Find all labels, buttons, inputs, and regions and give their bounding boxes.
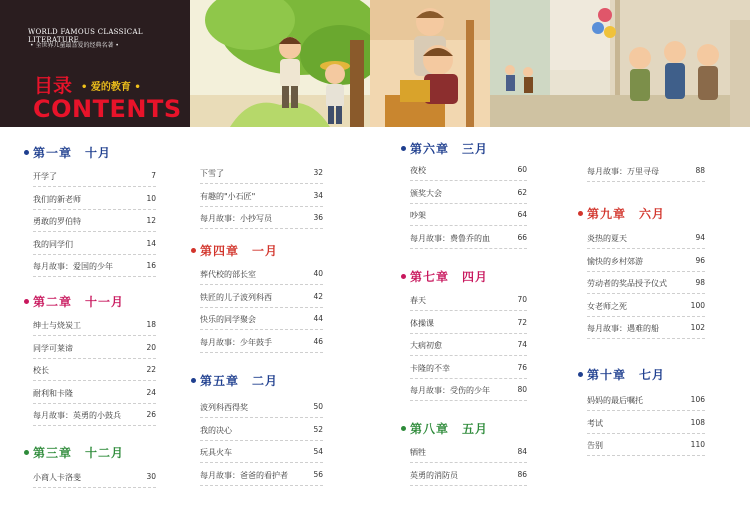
- entry-title: 颁奖大会: [410, 188, 442, 198]
- entry-divider: [410, 203, 527, 204]
- chapter-bullet-icon: [24, 299, 29, 304]
- entry-divider: [200, 462, 323, 463]
- toc-entry[interactable]: [200, 470, 323, 484]
- toc-entry[interactable]: [587, 301, 705, 315]
- entry-page-number: 42: [313, 291, 323, 301]
- toc-entry[interactable]: [200, 425, 323, 439]
- entry-divider: [33, 487, 156, 488]
- entry-title: 每月故事：英勇的小鼓兵: [33, 411, 121, 421]
- toc-entry[interactable]: [410, 210, 527, 224]
- toc-entry[interactable]: [33, 365, 156, 379]
- toc-entry[interactable]: [33, 410, 156, 424]
- chapter-heading: [24, 443, 124, 461]
- series-title-en: WORLD FAMOUS CLASSICAL LITERATURE: [28, 28, 143, 44]
- entry-page-number: 100: [690, 300, 705, 310]
- entry-title: 小商人卡洛斐: [33, 473, 81, 482]
- entry-title: 我们的新老师: [33, 194, 81, 204]
- toc-entry[interactable]: [587, 440, 705, 454]
- toc-entry[interactable]: [410, 295, 527, 309]
- entry-divider: [33, 276, 156, 277]
- entry-page-number: 12: [146, 216, 156, 226]
- entry-divider: [410, 400, 527, 401]
- entry-divider: [587, 271, 705, 272]
- entry-title: 每月故事：万里寻母: [587, 167, 659, 176]
- toc-entry[interactable]: [33, 194, 156, 208]
- entry-page-number: 34: [313, 190, 323, 200]
- chapter-title: 第一章 十月: [33, 145, 112, 160]
- entry-page-number: 52: [313, 424, 323, 434]
- chapter-bullet-icon: [191, 378, 196, 383]
- entry-title: 每月故事：受伤的少年: [410, 386, 490, 396]
- entry-title: 我的同学们: [33, 239, 73, 249]
- toc-heading-en: CONTENTS: [33, 95, 182, 123]
- entry-divider: [200, 352, 323, 353]
- entry-title: 春天: [410, 296, 426, 305]
- chapter-title: 第八章 五月: [410, 421, 489, 436]
- entry-page-number: 76: [517, 362, 527, 372]
- entry-divider: [587, 293, 705, 294]
- entry-divider: [200, 183, 323, 184]
- toc-entry[interactable]: [410, 447, 527, 461]
- entry-page-number: 98: [695, 278, 705, 288]
- entry-divider: [33, 380, 156, 381]
- entry-title: 每月故事：爸爸的看护者: [200, 470, 288, 480]
- entry-divider: [200, 329, 323, 330]
- toc-entry[interactable]: [410, 233, 527, 247]
- toc-entry[interactable]: [33, 261, 156, 275]
- chapter-title: 第三章 十二月: [33, 445, 125, 460]
- entry-page-number: 24: [146, 387, 156, 397]
- entry-title: 吵架: [410, 211, 426, 221]
- chapter-title: 第九章 六月: [587, 206, 666, 221]
- book-title: • 爱的教育 •: [81, 82, 141, 93]
- entry-divider: [410, 378, 527, 379]
- toc-entry[interactable]: [200, 168, 323, 182]
- entry-page-number: 96: [695, 255, 705, 265]
- entry-title: 耐利和卡隆: [33, 388, 73, 398]
- entry-title: 每月故事：费鲁乔的血: [410, 233, 490, 243]
- entry-title: 劳动者的奖品授予仪式: [587, 279, 667, 289]
- entry-page-number: 102: [690, 323, 705, 333]
- toc-entry[interactable]: [33, 388, 156, 402]
- toc-entry[interactable]: [200, 314, 323, 328]
- entry-page-number: 18: [146, 320, 156, 329]
- entry-title: 绅士与烧炭工: [33, 321, 81, 330]
- chapter-heading: [401, 419, 488, 437]
- entry-divider: [587, 181, 705, 182]
- brand-panel: [0, 0, 190, 127]
- entry-divider: [587, 455, 705, 456]
- toc-entry[interactable]: [587, 418, 705, 432]
- entry-title: 校长: [33, 366, 49, 376]
- chapter-heading: [401, 139, 488, 157]
- chapter-bullet-icon: [578, 211, 583, 216]
- chapter-bullet-icon: [578, 372, 583, 377]
- entry-divider: [33, 335, 156, 336]
- entry-title: 大病初愈: [410, 341, 442, 351]
- entry-divider: [587, 410, 705, 411]
- entry-title: 每月故事：爱国的少年: [33, 262, 113, 272]
- chapter-bullet-icon: [24, 150, 29, 155]
- entry-title: 开学了: [33, 172, 57, 181]
- entry-divider: [200, 307, 323, 308]
- entry-divider: [33, 403, 156, 404]
- entry-title: 每月故事：小抄写员: [200, 214, 272, 224]
- chapter-heading: [191, 241, 278, 259]
- chapter-title: 第十章 七月: [587, 367, 666, 382]
- entry-page-number: 14: [146, 238, 156, 248]
- toc-entry[interactable]: [410, 470, 527, 484]
- entry-title: 卡隆的不幸: [410, 363, 450, 373]
- illustration-classroom: [490, 0, 750, 127]
- series-title-cn: • 全世界儿童最喜爱的经典名著 •: [30, 42, 119, 49]
- chapter-bullet-icon: [191, 248, 196, 253]
- chapter-bullet-icon: [24, 450, 29, 455]
- entry-divider: [200, 284, 323, 285]
- entry-divider: [33, 231, 156, 232]
- toc-entry[interactable]: [587, 166, 705, 180]
- toc-entry[interactable]: [410, 188, 527, 202]
- chapter-heading: [578, 204, 665, 222]
- entry-page-number: 60: [517, 165, 527, 174]
- toc-entry[interactable]: [410, 318, 527, 332]
- entry-page-number: 80: [517, 385, 527, 395]
- entry-title: 铁匠的儿子波列科西: [200, 292, 272, 302]
- entry-title: 英勇的消防员: [410, 470, 458, 480]
- entry-divider: [33, 209, 156, 210]
- entry-page-number: 70: [517, 295, 527, 304]
- chapter-heading: [24, 143, 111, 161]
- entry-title: 玩具火车: [200, 448, 232, 458]
- toc-entry[interactable]: [33, 239, 156, 253]
- entry-page-number: 74: [517, 340, 527, 350]
- entry-divider: [410, 462, 527, 463]
- toc-entry[interactable]: [200, 402, 323, 416]
- entry-page-number: 66: [517, 232, 527, 242]
- entry-title: 我的决心: [200, 425, 232, 435]
- chapter-title: 第七章 四月: [410, 269, 489, 284]
- entry-page-number: 50: [313, 402, 323, 411]
- entry-divider: [200, 440, 323, 441]
- entry-page-number: 44: [313, 314, 323, 324]
- chapter-bullet-icon: [401, 146, 406, 151]
- toc-entry[interactable]: [200, 213, 323, 227]
- entry-page-number: 106: [690, 395, 705, 404]
- illustration-boys-under-tree: [190, 0, 370, 127]
- entry-page-number: 22: [146, 365, 156, 375]
- entry-page-number: 64: [517, 210, 527, 220]
- entry-divider: [33, 425, 156, 426]
- chapter-title: 第二章 十一月: [33, 294, 125, 309]
- entry-divider: [410, 180, 527, 181]
- toc-entry[interactable]: [410, 363, 527, 377]
- entry-title: 体操课: [410, 318, 434, 328]
- toc-entry[interactable]: [200, 292, 323, 306]
- chapter-heading: [191, 371, 278, 389]
- toc-entry[interactable]: [587, 256, 705, 270]
- entry-title: 有趣的"小石匠": [200, 191, 256, 201]
- entry-page-number: 7: [151, 171, 156, 180]
- toc-entry[interactable]: [33, 320, 156, 334]
- header-banner: [0, 0, 750, 127]
- toc-entry[interactable]: [410, 165, 527, 179]
- entry-page-number: 16: [146, 261, 156, 271]
- entry-title: 每月故事：少年鼓手: [200, 337, 272, 347]
- toc-entry[interactable]: [33, 343, 156, 357]
- table-of-contents: [0, 127, 750, 521]
- entry-page-number: 32: [313, 168, 323, 177]
- entry-divider: [587, 316, 705, 317]
- entry-page-number: 10: [146, 193, 156, 203]
- toc-entry[interactable]: [33, 171, 156, 185]
- entry-divider: [587, 338, 705, 339]
- entry-title: 每月故事：遇难的船: [587, 324, 659, 334]
- chapter-title: 第四章 一月: [200, 243, 279, 258]
- chapter-heading: [578, 365, 665, 383]
- entry-page-number: 86: [517, 469, 527, 479]
- entry-title: 同学可莱谛: [33, 343, 73, 353]
- entry-page-number: 84: [517, 447, 527, 456]
- chapter-title: 第五章 二月: [200, 373, 279, 388]
- entry-page-number: 88: [695, 166, 705, 175]
- entry-page-number: 20: [146, 342, 156, 352]
- entry-divider: [33, 254, 156, 255]
- entry-page-number: 40: [313, 269, 323, 278]
- entry-divider: [587, 248, 705, 249]
- entry-title: 告别: [587, 441, 603, 451]
- toc-entry[interactable]: [200, 337, 323, 351]
- toc-entry[interactable]: [200, 447, 323, 461]
- toc-entry[interactable]: [410, 385, 527, 399]
- entry-divider: [33, 358, 156, 359]
- entry-title: 下雪了: [200, 169, 224, 178]
- entry-divider: [410, 355, 527, 356]
- entry-title: 勇敢的罗伯特: [33, 217, 81, 227]
- entry-title: 考试: [587, 418, 603, 428]
- chapter-title: 第六章 三月: [410, 141, 489, 156]
- entry-page-number: 72: [517, 317, 527, 327]
- entry-title: 葬代校的部长室: [200, 270, 256, 279]
- entry-divider: [200, 228, 323, 229]
- entry-title: 夜校: [410, 166, 426, 175]
- chapter-bullet-icon: [401, 274, 406, 279]
- toc-entry[interactable]: [587, 233, 705, 247]
- entry-page-number: 94: [695, 233, 705, 242]
- entry-page-number: 54: [313, 447, 323, 457]
- entry-page-number: 36: [313, 213, 323, 223]
- toc-entry[interactable]: [33, 472, 156, 486]
- entry-divider: [33, 186, 156, 187]
- illustration-boy-reading: [370, 0, 490, 127]
- entry-divider: [200, 417, 323, 418]
- entry-title: 快乐的同学聚会: [200, 315, 256, 325]
- entry-page-number: 108: [690, 417, 705, 427]
- chapter-heading: [24, 292, 124, 310]
- entry-divider: [410, 225, 527, 226]
- entry-page-number: 56: [313, 469, 323, 479]
- toc-entry[interactable]: [587, 395, 705, 409]
- chapter-bullet-icon: [401, 426, 406, 431]
- entry-title: 波列科西得奖: [200, 403, 248, 412]
- entry-divider: [410, 248, 527, 249]
- toc-entry[interactable]: [587, 278, 705, 292]
- toc-entry[interactable]: [33, 216, 156, 230]
- toc-entry[interactable]: [587, 323, 705, 337]
- entry-divider: [410, 333, 527, 334]
- toc-entry[interactable]: [200, 191, 323, 205]
- entry-title: 愉快的乡村郊游: [587, 256, 643, 266]
- chapter-heading: [401, 267, 488, 285]
- entry-divider: [587, 433, 705, 434]
- entry-page-number: 26: [146, 410, 156, 420]
- entry-title: 妈妈的最后嘱托: [587, 396, 643, 405]
- entry-title: 女老师之死: [587, 301, 627, 311]
- entry-divider: [200, 206, 323, 207]
- toc-heading-cn: 目录: [34, 75, 73, 97]
- entry-page-number: 62: [517, 187, 527, 197]
- entry-divider: [410, 310, 527, 311]
- entry-page-number: 30: [146, 472, 156, 481]
- toc-entry[interactable]: [410, 340, 527, 354]
- entry-title: 牺牲: [410, 448, 426, 457]
- entry-page-number: 46: [313, 336, 323, 346]
- toc-entry[interactable]: [200, 269, 323, 283]
- entry-title: 炎热的夏天: [587, 234, 627, 243]
- entry-page-number: 110: [690, 440, 705, 450]
- entry-divider: [410, 485, 527, 486]
- entry-divider: [200, 485, 323, 486]
